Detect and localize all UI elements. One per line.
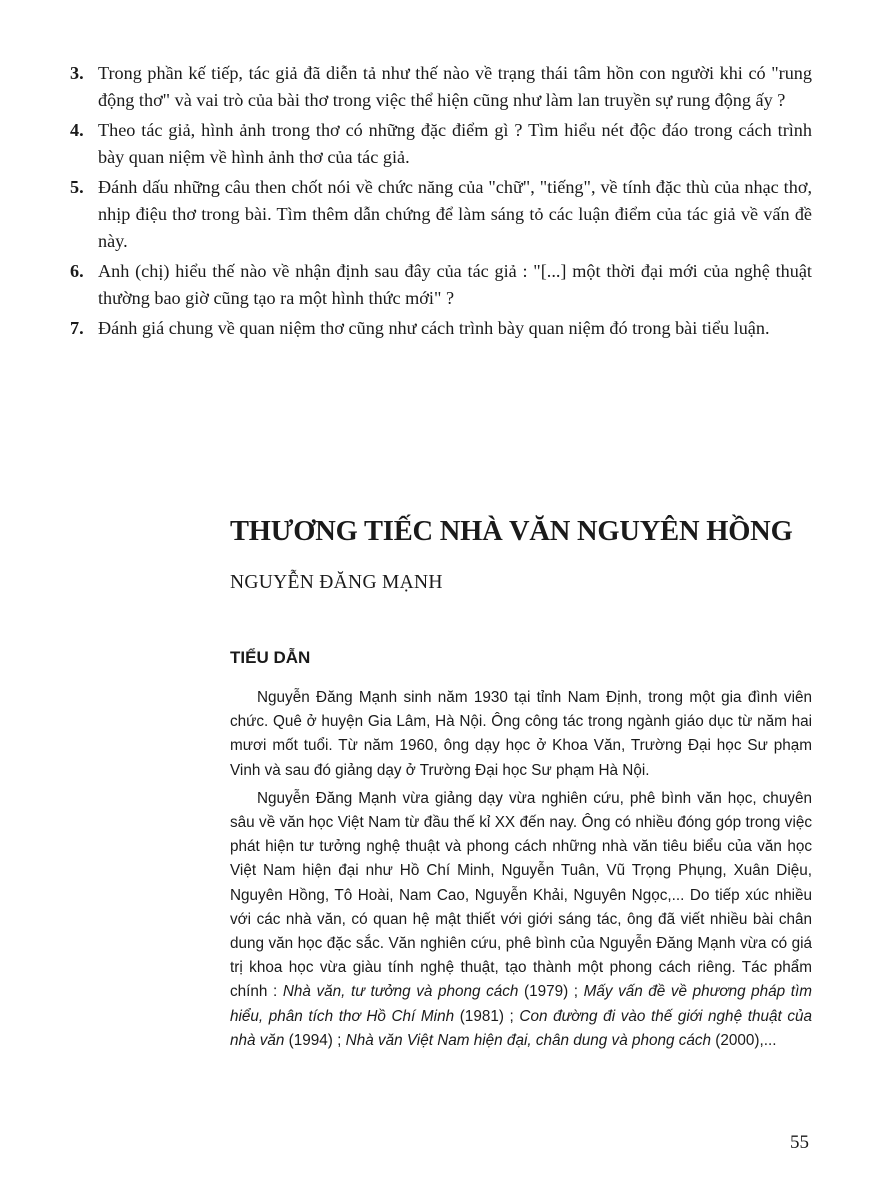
intro-paragraph-2: [230, 787, 812, 1053]
question-item: [70, 60, 812, 114]
work-year: (1981) ;: [454, 1007, 520, 1025]
page-number: 55: [790, 1132, 809, 1153]
question-text: Đánh dấu những câu then chốt nói về chức năng của "chữ", "tiếng", về tính đặc thù của nhạc thơ, nhịp điệu thơ trong bài. Tìm thêm dẫn chứng để làm sáng tỏ các luận điểm của tác giả về vấn đề này.: [98, 177, 812, 251]
question-number: 7.: [70, 318, 84, 338]
question-item: [70, 258, 812, 312]
question-number: 3.: [70, 63, 84, 83]
question-text: Đánh giá chung về quan niệm thơ cũng như cách trình bày quan niệm đó trong bài tiểu luận.: [98, 318, 770, 338]
section-heading-intro: TIỂU DẪN: [230, 648, 311, 667]
question-text: Trong phần kế tiếp, tác giả đã diễn tả như thế nào về trạng thái tâm hồn con người khi có "rung động thơ" và vai trò của bài thơ trong việc thể hiện cũng như làm lan truyền sự rung động ấy ?: [98, 63, 812, 110]
review-questions-list: [70, 60, 812, 345]
work-title: Nhà văn Việt Nam hiện đại, chân dung và phong cách: [345, 1031, 712, 1049]
intro-paragraph-1: Nguyễn Đăng Mạnh sinh năm 1930 tại tỉnh Nam Định, trong một gia đình viên chức. Quê ở huyện Gia Lâm, Hà Nội. Ông công tác trong ngành giáo dục từ năm hai mươi mốt tuổi. Từ năm 1960, ông dạy học ở Khoa Văn, Trường Đại học Sư phạm Vinh và sau đó giảng dạy ở Trường Đại học Sư phạm Hà Nội.: [230, 689, 812, 779]
article-author: NGUYỄN ĐĂNG MẠNH: [230, 572, 443, 593]
work-title: Con đường đi vào thế giới nghệ thuật của nhà văn: [230, 1007, 812, 1049]
question-number: 4.: [70, 120, 84, 140]
question-text: Theo tác giả, hình ảnh trong thơ có những đặc điểm gì ? Tìm hiểu nét độc đáo trong cách trình bày quan niệm về hình ảnh thơ của tác giả.: [98, 120, 812, 167]
question-number: 5.: [70, 177, 84, 197]
work-title: Nhà văn, tư tưởng và phong cách: [282, 983, 519, 1001]
work-year: (1979) ;: [518, 983, 584, 1001]
article-title: THƯƠNG TIẾC NHÀ VĂN NGUYÊN HỒNG: [230, 516, 793, 547]
work-year: (1994) ;: [284, 1031, 346, 1049]
work-year: (2000),...: [711, 1031, 777, 1049]
question-number: 6.: [70, 261, 84, 281]
intro-body: [230, 686, 812, 1057]
work-title: Mấy vấn đề về phương pháp tìm hiểu, phân tích thơ Hồ Chí Minh: [230, 983, 813, 1025]
question-item: [70, 117, 812, 171]
question-item: [70, 315, 812, 342]
question-text: Anh (chị) hiểu thế nào về nhận định sau đây của tác giả : "[...] một thời đại mới của nghệ thuật thường bao giờ cũng tạo ra một hình thức mới" ?: [98, 261, 812, 308]
question-item: [70, 174, 812, 255]
intro-paragraph-2-text: Nguyễn Đăng Mạnh vừa giảng dạy vừa nghiên cứu, phê bình văn học, chuyên sâu về văn học Việt Nam từ đầu thế kỉ XX đến nay. Ông có nhiều đóng góp trong việc phát hiện tư tưởng nghệ thuật và phong cách những nhà văn tiêu biểu của văn học Việt Nam hiện đại như Hồ Chí Minh, Nguyễn Tuân, Vũ Trọng Phụng, Xuân Diệu, Nguyên Hồng, Tô Hoài, Nam Cao, Nguyễn Khải, Nguyên Ngọc,... Do tiếp xúc nhiều với các nhà văn, có quan hệ mật thiết với giới sáng tác, ông đã viết nhiều bài chân dung văn học đặc sắc. Văn nghiên cứu, phê bình của Nguyễn Đăng Mạnh vừa có giá trị khoa học vừa giàu tính nghệ thuật, tạo thành một phong cách riêng. Tác phẩm chính :: [230, 789, 812, 1001]
